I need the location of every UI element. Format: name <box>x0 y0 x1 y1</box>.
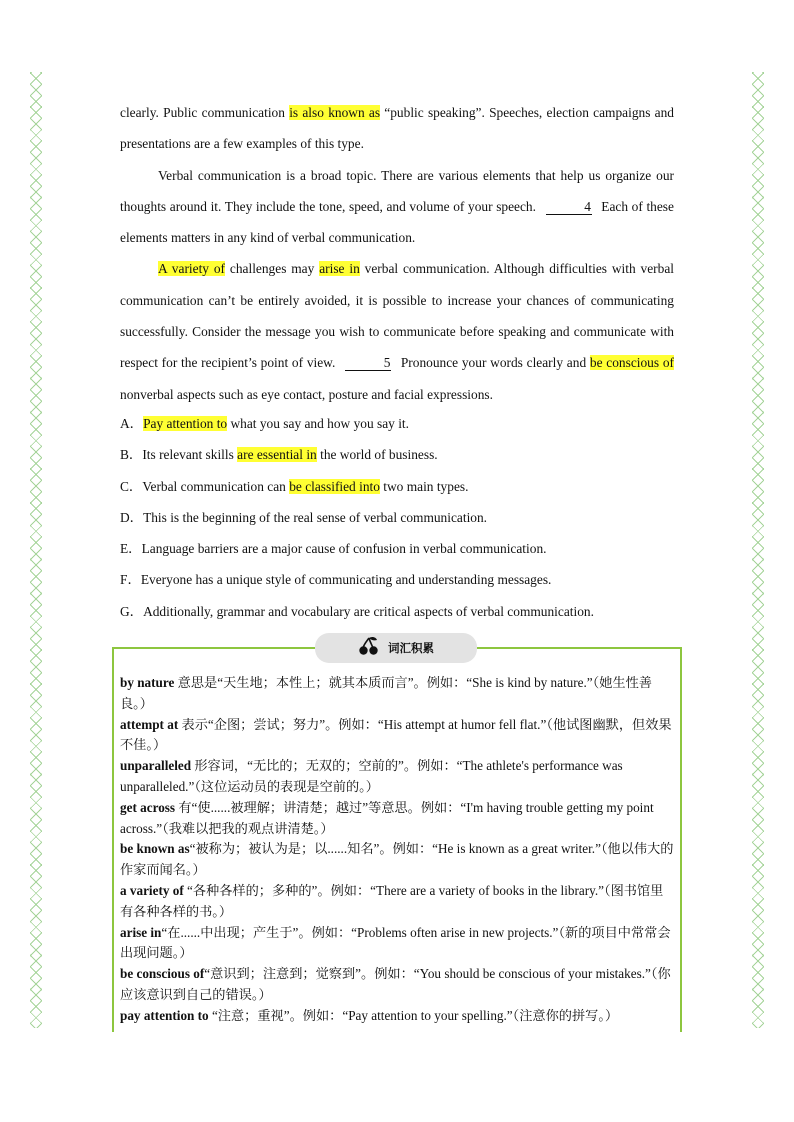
reading-passage <box>120 97 674 410</box>
vocab-definition: “在......中出现；产生于”。例如：“Problems often arise in new projects.”（新的项目中常常会出现问题。） <box>120 924 671 961</box>
paragraph-1: clearly. Public communication is also known as “public speaking”. Speeches, election campaigns and presentations are a few examples of this type. <box>120 105 675 152</box>
vocab-term: attempt at <box>120 716 179 732</box>
paragraph-2: Verbal communication is a broad topic. There are various elements that help us organize our thoughts around it. They include the tone, speed, and volume of your speech. 4 Each of these elements matters in any kind of verbal communication. <box>120 167 674 246</box>
decorative-border-left <box>30 72 42 1028</box>
vocab-term: a variety of <box>120 882 184 898</box>
vocab-term: be known as <box>120 841 190 857</box>
vocab-definition: “意识到；注意到；觉察到”。例如：“You should be conscious of your mistakes.”（你应该意识到自己的错误。） <box>120 966 671 1002</box>
vocab-entry <box>120 964 676 1006</box>
decorative-border-right <box>752 72 764 1028</box>
option-b[interactable]: B．Its relevant skills are essential in the world of business. <box>120 447 438 463</box>
vocab-title: 词汇积累 <box>388 641 434 655</box>
option-d[interactable]: D．This is the beginning of the real sense of verbal communication. <box>120 509 488 525</box>
vocab-definition: 有“使......被理解；讲清楚；越过”等意思。例如：“I'm having trouble getting my point across.”（我难以把我的观点讲清楚。） <box>120 799 654 836</box>
vocab-entry <box>120 756 676 798</box>
vocab-entry <box>120 839 676 881</box>
vocab-term: be conscious of <box>120 966 205 982</box>
vocab-definition: “各种各样的；多种的”。例如：“There are a variety of books in the library.”（图书馆里有各种各样的书。） <box>120 882 664 919</box>
vocab-entry <box>120 1006 676 1027</box>
highlight-phrase: be conscious of <box>589 355 674 371</box>
vocab-definition: “被称为；被认为是；以......知名”。例如：“He is known as a great writer.”（他以伟大的作家而闻名。） <box>120 841 674 878</box>
paragraph-3: A variety of challenges may arise in verbal communication. Although difficulties with verbal communication can’t be entirely avoided, it is possible to increase your chances of communicating successfully. Consider the message you wish to communicate before speaking and communicate with respect for the recipient’s point of view. 5 Pronounce your words clearly and be conscious of nonverbal aspects such as eye contact, posture and facial expressions. <box>120 261 674 402</box>
answer-blank-4[interactable]: 4 <box>546 199 592 215</box>
vocab-definition: “注意；重视”。例如：“Pay attention to your spelling.”（注意你的拼写。） <box>208 1007 619 1023</box>
vocab-entry <box>120 923 676 965</box>
vocab-entry <box>120 715 676 757</box>
vocab-header-tab <box>315 633 477 663</box>
option-c[interactable]: C．Verbal communication can be classified into two main types. <box>120 478 469 494</box>
vocab-entry <box>120 673 676 715</box>
cherry-icon <box>358 636 380 661</box>
option-e[interactable]: E．Language barriers are a major cause of confusion in verbal communication. <box>120 541 547 557</box>
highlight-phrase: is also known as <box>289 105 381 120</box>
vocab-list <box>120 673 676 1027</box>
vocab-term: arise in <box>120 924 162 940</box>
highlight-phrase: arise in <box>319 261 360 277</box>
vocab-definition: 形容词，“无比的；无双的；空前的”。例如：“The athlete's performance was unparalleled.”（这位运动员的表现是空前的。） <box>120 758 623 794</box>
vocab-term: by nature <box>120 675 175 690</box>
vocab-entry <box>120 881 676 923</box>
highlight-phrase: A variety of <box>158 261 226 277</box>
vocab-term: unparalleled <box>120 758 192 774</box>
vocab-definition: 表示“企图；尝试；努力”。例如：“His attempt at humor fell flat.”（他试图幽默，但效果不佳。） <box>120 716 672 753</box>
answer-options <box>120 408 700 627</box>
vocab-definition: 意思是“天生地；本性上；就其本质而言”。例如：“She is kind by nature.”（她生性善良。） <box>120 675 652 711</box>
vocab-entry <box>120 798 676 840</box>
option-a[interactable]: A．Pay attention to what you say and how you say it. <box>120 416 409 431</box>
option-f[interactable]: F．Everyone has a unique style of communicating and understanding messages. <box>120 572 552 588</box>
vocab-term: pay attention to <box>120 1007 209 1023</box>
answer-blank-5[interactable]: 5 <box>345 355 391 371</box>
vocab-term: get across <box>120 799 176 815</box>
option-g[interactable]: G．Additionally, grammar and vocabulary are critical aspects of verbal communication. <box>120 603 594 619</box>
